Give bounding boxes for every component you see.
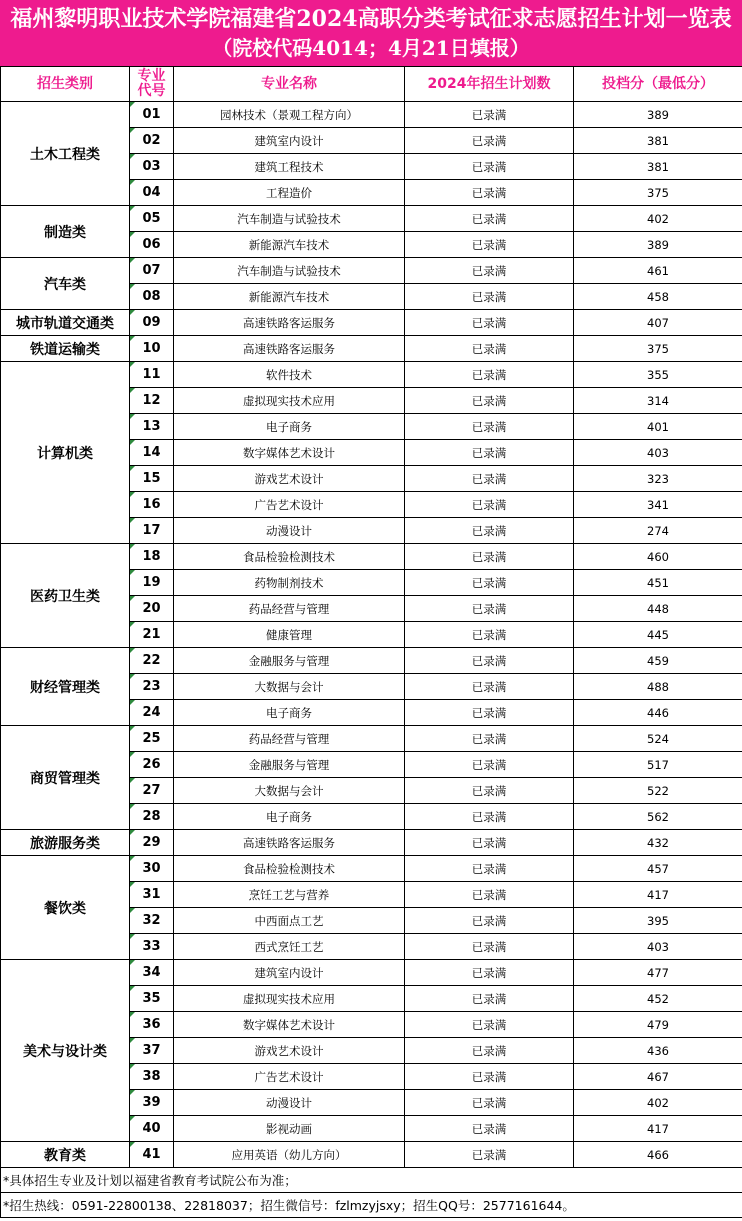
code-cell: 15 [130, 466, 174, 492]
plan-cell: 已录满 [405, 622, 574, 648]
major-cell: 高速铁路客运服务 [174, 310, 405, 336]
table-row [1, 544, 742, 570]
major-cell: 广告艺术设计 [174, 492, 405, 518]
plan-cell: 已录满 [405, 180, 574, 206]
plan-cell: 已录满 [405, 908, 574, 934]
code-cell: 31 [130, 882, 174, 908]
score-cell: 274 [574, 518, 742, 544]
major-cell: 广告艺术设计 [174, 1064, 405, 1090]
score-cell: 479 [574, 1012, 742, 1038]
plan-cell: 已录满 [405, 752, 574, 778]
code-cell: 22 [130, 648, 174, 674]
score-cell: 451 [574, 570, 742, 596]
code-cell: 21 [130, 622, 174, 648]
code-cell: 02 [130, 128, 174, 154]
major-cell: 游戏艺术设计 [174, 1038, 405, 1064]
code-cell: 11 [130, 362, 174, 388]
major-cell: 数字媒体艺术设计 [174, 1012, 405, 1038]
score-cell: 436 [574, 1038, 742, 1064]
major-cell: 数字媒体艺术设计 [174, 440, 405, 466]
category-cell: 餐饮类 [1, 856, 130, 960]
code-cell: 05 [130, 206, 174, 232]
major-cell: 药物制剂技术 [174, 570, 405, 596]
major-cell: 中西面点工艺 [174, 908, 405, 934]
code-cell: 08 [130, 284, 174, 310]
score-cell: 459 [574, 648, 742, 674]
major-cell: 药品经营与管理 [174, 726, 405, 752]
score-cell: 477 [574, 960, 742, 986]
major-cell: 高速铁路客运服务 [174, 830, 405, 856]
major-cell: 食品检验检测技术 [174, 544, 405, 570]
score-cell: 466 [574, 1142, 742, 1168]
plan-cell: 已录满 [405, 648, 574, 674]
plan-cell: 已录满 [405, 414, 574, 440]
plan-cell: 已录满 [405, 206, 574, 232]
code-cell: 03 [130, 154, 174, 180]
column-header-major: 专业名称 [174, 67, 405, 102]
code-cell: 37 [130, 1038, 174, 1064]
enrollment-table [0, 66, 742, 1218]
plan-cell: 已录满 [405, 154, 574, 180]
category-cell: 商贸管理类 [1, 726, 130, 830]
plan-cell: 已录满 [405, 596, 574, 622]
code-cell: 28 [130, 804, 174, 830]
major-cell: 药品经营与管理 [174, 596, 405, 622]
category-cell: 计算机类 [1, 362, 130, 544]
plan-cell: 已录满 [405, 804, 574, 830]
category-cell: 医药卫生类 [1, 544, 130, 648]
score-cell: 375 [574, 336, 742, 362]
code-cell: 39 [130, 1090, 174, 1116]
plan-cell: 已录满 [405, 1090, 574, 1116]
score-cell: 457 [574, 856, 742, 882]
table-row [1, 648, 742, 674]
code-cell: 17 [130, 518, 174, 544]
category-cell: 汽车类 [1, 258, 130, 310]
plan-cell: 已录满 [405, 570, 574, 596]
plan-cell: 已录满 [405, 1142, 574, 1168]
major-cell: 动漫设计 [174, 1090, 405, 1116]
plan-cell: 已录满 [405, 1038, 574, 1064]
major-cell: 电子商务 [174, 804, 405, 830]
major-cell: 园林技术（景观工程方向） [174, 102, 405, 128]
major-cell: 虚拟现实技术应用 [174, 388, 405, 414]
score-cell: 448 [574, 596, 742, 622]
code-cell: 18 [130, 544, 174, 570]
code-cell: 24 [130, 700, 174, 726]
score-cell: 355 [574, 362, 742, 388]
major-cell: 工程造价 [174, 180, 405, 206]
major-cell: 建筑工程技术 [174, 154, 405, 180]
footnote-2: *招生热线：0591-22800138、22818037；招生微信号：fzlmzyjsxy；招生QQ号：2577161644。 [1, 1193, 742, 1218]
score-cell: 403 [574, 440, 742, 466]
code-cell: 27 [130, 778, 174, 804]
score-cell: 467 [574, 1064, 742, 1090]
category-cell: 铁道运输类 [1, 336, 130, 362]
score-cell: 402 [574, 1090, 742, 1116]
major-cell: 食品检验检测技术 [174, 856, 405, 882]
plan-cell: 已录满 [405, 310, 574, 336]
plan-cell: 已录满 [405, 1116, 574, 1142]
plan-cell: 已录满 [405, 674, 574, 700]
major-cell: 西式烹饪工艺 [174, 934, 405, 960]
plan-cell: 已录满 [405, 960, 574, 986]
score-cell: 452 [574, 986, 742, 1012]
column-header-score: 投档分（最低分） [574, 67, 742, 102]
code-cell: 06 [130, 232, 174, 258]
score-cell: 389 [574, 102, 742, 128]
major-cell: 新能源汽车技术 [174, 284, 405, 310]
score-cell: 446 [574, 700, 742, 726]
table-row [1, 310, 742, 336]
score-cell: 402 [574, 206, 742, 232]
plan-cell: 已录满 [405, 544, 574, 570]
score-cell: 522 [574, 778, 742, 804]
score-cell: 417 [574, 882, 742, 908]
plan-cell: 已录满 [405, 336, 574, 362]
code-cell: 29 [130, 830, 174, 856]
page-subtitle: （院校代码4014；4月21日填报） [212, 36, 530, 60]
table-row [1, 206, 742, 232]
plan-cell: 已录满 [405, 934, 574, 960]
major-cell: 虚拟现实技术应用 [174, 986, 405, 1012]
header-row [1, 67, 742, 102]
plan-cell: 已录满 [405, 232, 574, 258]
major-cell: 新能源汽车技术 [174, 232, 405, 258]
score-cell: 445 [574, 622, 742, 648]
table-row [1, 856, 742, 882]
plan-cell: 已录满 [405, 1064, 574, 1090]
code-cell: 26 [130, 752, 174, 778]
major-cell: 大数据与会计 [174, 674, 405, 700]
plan-cell: 已录满 [405, 102, 574, 128]
score-cell: 488 [574, 674, 742, 700]
plan-cell: 已录满 [405, 726, 574, 752]
code-cell: 23 [130, 674, 174, 700]
code-cell: 19 [130, 570, 174, 596]
code-cell: 40 [130, 1116, 174, 1142]
score-cell: 401 [574, 414, 742, 440]
score-cell: 314 [574, 388, 742, 414]
code-cell: 12 [130, 388, 174, 414]
category-cell: 旅游服务类 [1, 830, 130, 856]
table-row [1, 726, 742, 752]
category-cell: 制造类 [1, 206, 130, 258]
major-cell: 健康管理 [174, 622, 405, 648]
column-header-code [130, 67, 174, 102]
code-cell: 36 [130, 1012, 174, 1038]
major-cell: 建筑室内设计 [174, 960, 405, 986]
score-cell: 417 [574, 1116, 742, 1142]
major-cell: 建筑室内设计 [174, 128, 405, 154]
code-cell: 20 [130, 596, 174, 622]
table-row [1, 102, 742, 128]
plan-cell: 已录满 [405, 1012, 574, 1038]
major-cell: 汽车制造与试验技术 [174, 206, 405, 232]
category-cell: 城市轨道交通类 [1, 310, 130, 336]
major-cell: 高速铁路客运服务 [174, 336, 405, 362]
code-cell: 32 [130, 908, 174, 934]
major-cell: 大数据与会计 [174, 778, 405, 804]
footnote-1: *具体招生专业及计划以福建省教育考试院公布为准； [1, 1168, 742, 1193]
plan-cell: 已录满 [405, 700, 574, 726]
plan-cell: 已录满 [405, 830, 574, 856]
score-cell: 381 [574, 128, 742, 154]
plan-cell: 已录满 [405, 986, 574, 1012]
code-cell: 33 [130, 934, 174, 960]
code-cell: 10 [130, 336, 174, 362]
major-cell: 影视动画 [174, 1116, 405, 1142]
plan-cell: 已录满 [405, 466, 574, 492]
score-cell: 381 [574, 154, 742, 180]
code-cell: 25 [130, 726, 174, 752]
major-cell: 烹饪工艺与营养 [174, 882, 405, 908]
score-cell: 407 [574, 310, 742, 336]
table-row [1, 830, 742, 856]
page-title: 福州黎明职业技术学院福建省2024高职分类考试征求志愿招生计划一览表 [10, 6, 732, 32]
code-cell: 14 [130, 440, 174, 466]
score-cell: 461 [574, 258, 742, 284]
table-row [1, 336, 742, 362]
category-cell: 财经管理类 [1, 648, 130, 726]
score-cell: 395 [574, 908, 742, 934]
plan-cell: 已录满 [405, 778, 574, 804]
code-cell: 09 [130, 310, 174, 336]
score-cell: 341 [574, 492, 742, 518]
plan-cell: 已录满 [405, 284, 574, 310]
major-cell: 汽车制造与试验技术 [174, 258, 405, 284]
table-row [1, 1142, 742, 1168]
code-cell: 38 [130, 1064, 174, 1090]
column-header-code-text: 专业代号 [137, 68, 166, 99]
score-cell: 432 [574, 830, 742, 856]
major-cell: 应用英语（幼儿方向） [174, 1142, 405, 1168]
table-body [1, 102, 742, 1168]
column-header-plan: 2024年招生计划数 [405, 67, 574, 102]
code-cell: 01 [130, 102, 174, 128]
major-cell: 电子商务 [174, 700, 405, 726]
plan-cell: 已录满 [405, 518, 574, 544]
plan-cell: 已录满 [405, 882, 574, 908]
category-cell: 土木工程类 [1, 102, 130, 206]
score-cell: 524 [574, 726, 742, 752]
code-cell: 34 [130, 960, 174, 986]
major-cell: 金融服务与管理 [174, 648, 405, 674]
score-cell: 458 [574, 284, 742, 310]
plan-cell: 已录满 [405, 362, 574, 388]
code-cell: 41 [130, 1142, 174, 1168]
major-cell: 电子商务 [174, 414, 405, 440]
score-cell: 323 [574, 466, 742, 492]
major-cell: 动漫设计 [174, 518, 405, 544]
code-cell: 04 [130, 180, 174, 206]
score-cell: 389 [574, 232, 742, 258]
footnote-row [1, 1193, 742, 1218]
major-cell: 游戏艺术设计 [174, 466, 405, 492]
plan-cell: 已录满 [405, 128, 574, 154]
major-cell: 软件技术 [174, 362, 405, 388]
plan-cell: 已录满 [405, 258, 574, 284]
table-row [1, 258, 742, 284]
code-cell: 13 [130, 414, 174, 440]
code-cell: 16 [130, 492, 174, 518]
score-cell: 403 [574, 934, 742, 960]
category-cell: 美术与设计类 [1, 960, 130, 1142]
score-cell: 562 [574, 804, 742, 830]
table-row [1, 362, 742, 388]
plan-cell: 已录满 [405, 492, 574, 518]
score-cell: 517 [574, 752, 742, 778]
code-cell: 35 [130, 986, 174, 1012]
table-row [1, 960, 742, 986]
plan-cell: 已录满 [405, 856, 574, 882]
title-banner [0, 0, 742, 66]
footnote-row [1, 1168, 742, 1193]
score-cell: 375 [574, 180, 742, 206]
plan-cell: 已录满 [405, 440, 574, 466]
score-cell: 460 [574, 544, 742, 570]
code-cell: 30 [130, 856, 174, 882]
major-cell: 金融服务与管理 [174, 752, 405, 778]
code-cell: 07 [130, 258, 174, 284]
plan-cell: 已录满 [405, 388, 574, 414]
column-header-category: 招生类别 [1, 67, 130, 102]
category-cell: 教育类 [1, 1142, 130, 1168]
